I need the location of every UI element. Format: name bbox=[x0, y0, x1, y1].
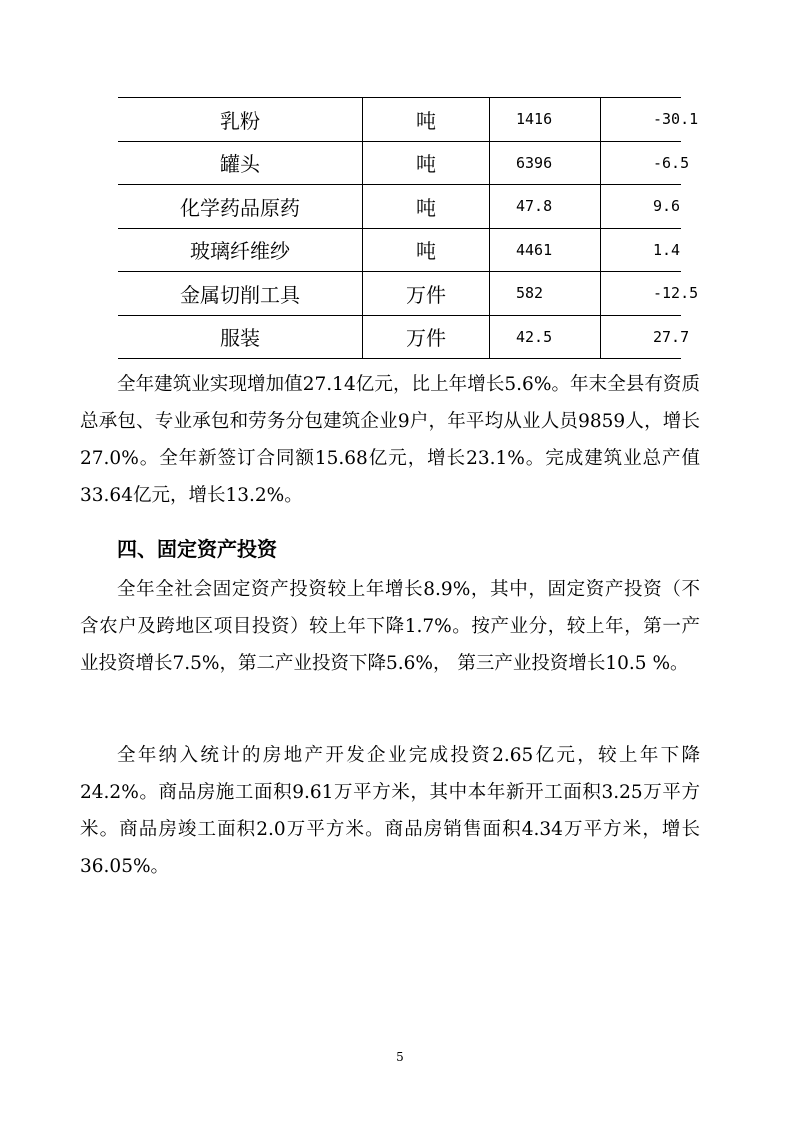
product-name-cell: 金属切削工具 bbox=[118, 272, 363, 316]
output-value-cell: 6396 bbox=[490, 141, 601, 185]
page-number: 5 bbox=[396, 1050, 404, 1064]
product-name-cell: 乳粉 bbox=[118, 98, 363, 142]
table-row bbox=[118, 315, 681, 359]
product-name-cell: 玻璃纤维纱 bbox=[118, 228, 363, 272]
unit-cell: 吨 bbox=[363, 185, 490, 229]
growth-rate-cell: -6.5 bbox=[601, 141, 682, 185]
growth-rate-cell: -12.5 bbox=[601, 272, 682, 316]
investment-paragraph: 全年全社会固定资产投资较上年增长8.9%，其中，固定资产投资（不含农户及跨地区项目投资）较上年下降1.7%。按产业分，较上年，第一产业投资增长7.5%，第二产业投资下降5.6%， 第三产业投资增长10.5 %。 bbox=[80, 579, 700, 674]
output-value-cell: 42.5 bbox=[490, 315, 601, 359]
unit-cell: 万件 bbox=[363, 272, 490, 316]
output-value-cell: 1416 bbox=[490, 98, 601, 142]
unit-cell: 吨 bbox=[363, 98, 490, 142]
construction-paragraph: 全年建筑业实现增加值27.14亿元，比上年增长5.6%。年末全县有资质总承包、专业承包和劳务分包建筑企业9户，年平均从业人员9859人，增长27.0%。全年新签订合同额15.68亿元，增长23.1%。完成建筑业总产值33.64亿元，增长13.2%。 bbox=[80, 374, 700, 506]
product-name-cell: 服装 bbox=[118, 315, 363, 359]
product-output-table bbox=[118, 97, 699, 359]
unit-cell: 吨 bbox=[363, 228, 490, 272]
growth-rate-cell: 1.4 bbox=[601, 228, 682, 272]
table-row bbox=[118, 228, 681, 272]
output-value-cell: 582 bbox=[490, 272, 601, 316]
real-estate-paragraph: 全年纳入统计的房地产开发企业完成投资2.65亿元，较上年下降24.2%。商品房施工面积9.61万平方米，其中本年新开工面积3.25万平方米。商品房竣工面积2.0万平方米。商品房销售面积4.34万平方米，增长36.05%。 bbox=[80, 745, 700, 877]
table-row bbox=[118, 185, 681, 229]
table-row bbox=[118, 141, 681, 185]
unit-cell: 万件 bbox=[363, 315, 490, 359]
table-row bbox=[118, 272, 681, 316]
growth-rate-cell: 9.6 bbox=[601, 185, 682, 229]
growth-rate-cell: -30.1 bbox=[601, 98, 682, 142]
table-row bbox=[118, 98, 681, 142]
unit-cell: 吨 bbox=[363, 141, 490, 185]
section-heading: 四、固定资产投资 bbox=[117, 537, 277, 561]
output-value-cell: 4461 bbox=[490, 228, 601, 272]
output-value-cell: 47.8 bbox=[490, 185, 601, 229]
product-name-cell: 罐头 bbox=[118, 141, 363, 185]
growth-rate-cell: 27.7 bbox=[601, 315, 682, 359]
product-name-cell: 化学药品原药 bbox=[118, 185, 363, 229]
